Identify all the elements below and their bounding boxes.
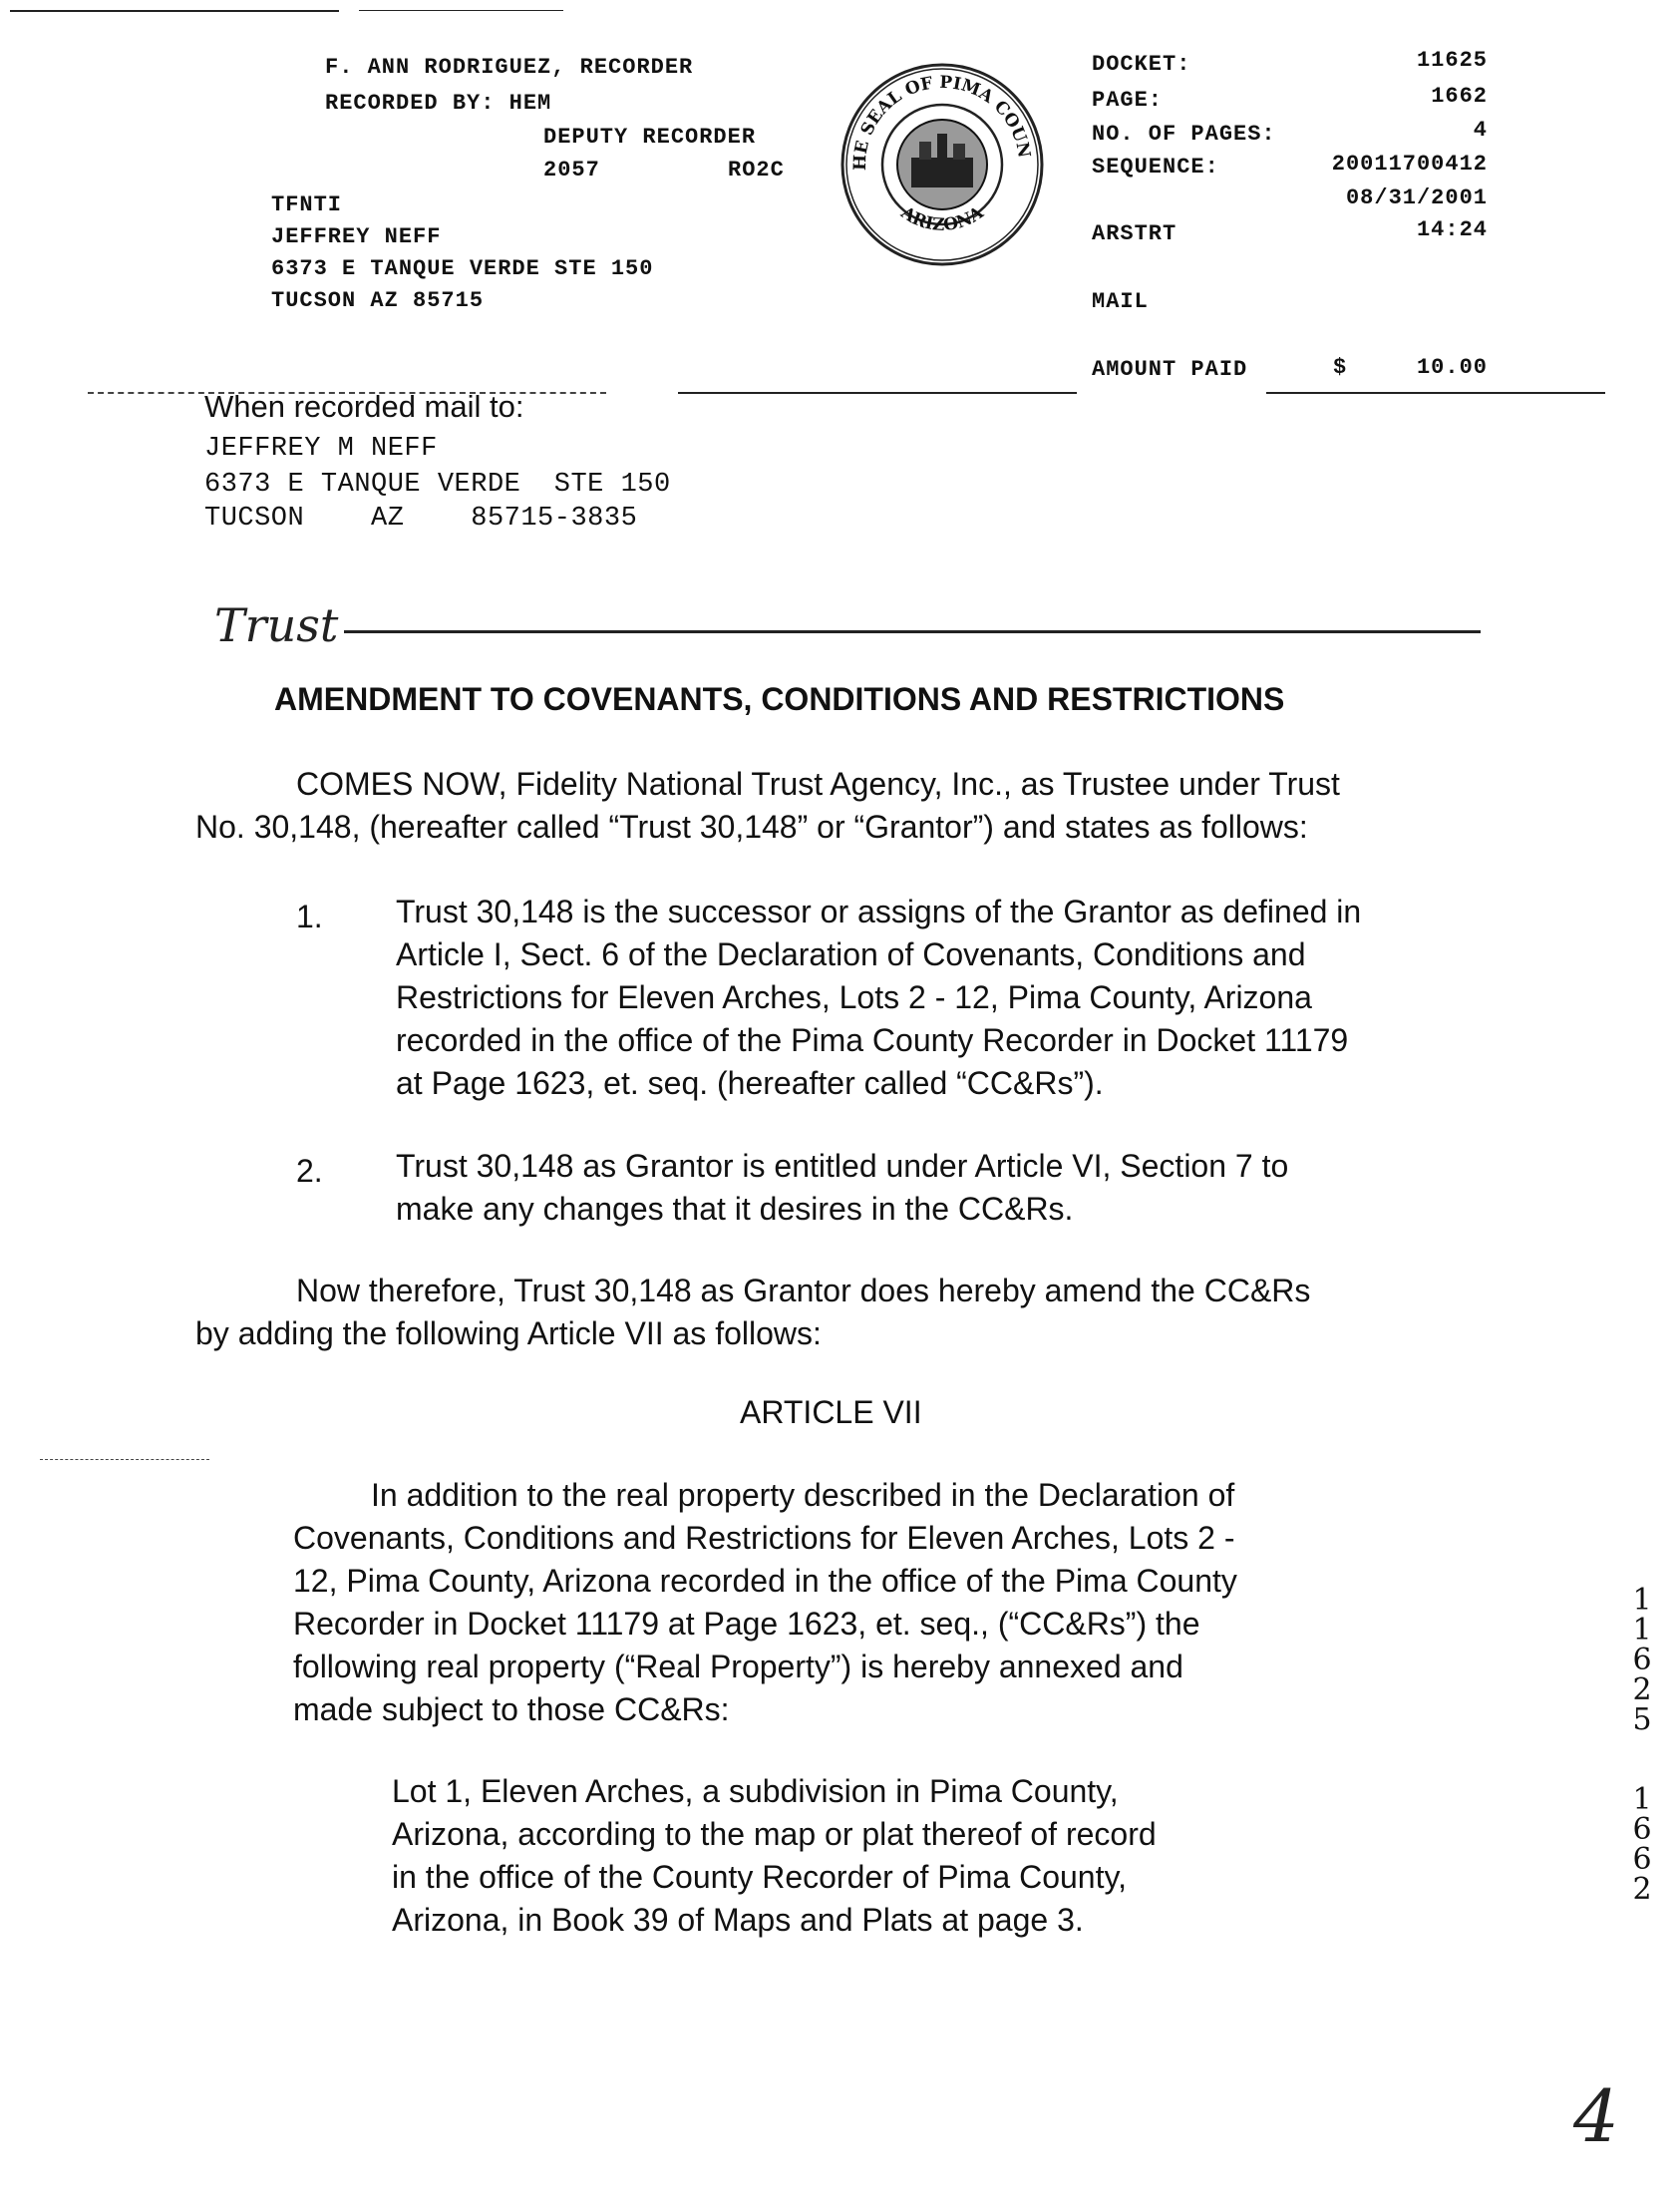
mail-to-address-line2: TUCSON AZ 85715-3835 <box>204 504 638 534</box>
recorder-company: TFNTI <box>271 192 343 217</box>
page-marker: 4 <box>1573 2074 1619 2158</box>
margin-docket-digit: 6 <box>1632 1643 1652 1677</box>
record-type: ARSTRT <box>1092 221 1177 246</box>
recorder-code-number: 2057 <box>543 158 600 183</box>
margin-docket-digit: 2 <box>1632 1672 1652 1707</box>
item-1-text <box>396 891 1361 1105</box>
pages-label: NO. OF PAGES: <box>1092 122 1276 147</box>
article-line: Recorder in Docket 11179 at Page 1623, et. seq., (“CC&Rs”) the <box>293 1606 1200 1642</box>
handwritten-note: Trust <box>214 598 339 652</box>
recorded-time: 14:24 <box>1416 217 1488 242</box>
seal-text-bottom: ARIZONA <box>896 202 988 236</box>
seal-text-top: HE SEAL OF PIMA COUN <box>849 72 1034 172</box>
legal-description <box>392 1770 1157 1942</box>
recorder-contact: JEFFREY NEFF <box>271 224 442 249</box>
item-2-text <box>396 1145 1288 1231</box>
margin-page-stamp <box>1627 1782 1657 1907</box>
page-label: PAGE: <box>1092 88 1164 113</box>
item-1-line: recorded in the office of the Pima County Recorder in Docket 11179 <box>396 1022 1349 1058</box>
docket-label: DOCKET: <box>1092 52 1191 77</box>
legal-line: Arizona, according to the map or plat thereof of record <box>392 1816 1157 1852</box>
legal-line: in the office of the County Recorder of Pima County, <box>392 1859 1127 1895</box>
recorder-address-line1: 6373 E TANQUE VERDE STE 150 <box>271 256 654 281</box>
sequence-value: 20011700412 <box>1331 152 1488 177</box>
margin-docket-digit: 5 <box>1632 1702 1652 1737</box>
county-seal <box>838 60 1047 269</box>
item-2-line: Trust 30,148 as Grantor is entitled under Article VI, Section 7 to <box>396 1148 1289 1184</box>
sequence-label: SEQUENCE: <box>1092 155 1219 180</box>
item-1-line: at Page 1623, et. seq. (hereafter called “CC&Rs”). <box>396 1065 1104 1101</box>
mail-to-title: When recorded mail to: <box>204 389 524 424</box>
page-value: 1662 <box>1431 84 1488 109</box>
item-2-number: 2. <box>296 1153 323 1189</box>
handwritten-rule <box>344 630 1481 633</box>
intro-line-1: COMES NOW, Fidelity National Trust Agency, Inc., as Trustee under Trust <box>296 766 1340 802</box>
document-title: AMENDMENT TO COVENANTS, CONDITIONS AND RESTRICTIONS <box>274 681 1285 717</box>
legal-line: Arizona, in Book 39 of Maps and Plats at page 3. <box>392 1902 1084 1938</box>
recorder-name: F. ANN RODRIGUEZ, RECORDER <box>325 55 694 80</box>
mail-to-address-line1: 6373 E TANQUE VERDE STE 150 <box>204 470 671 500</box>
item-1-number: 1. <box>296 899 323 934</box>
top-scan-line <box>10 10 339 12</box>
legal-line: Lot 1, Eleven Arches, a subdivision in Pima County, <box>392 1773 1119 1809</box>
left-scan-mark <box>40 1459 209 1460</box>
margin-docket-digit: 1 <box>1632 1583 1652 1618</box>
item-1-line: Restrictions for Eleven Arches, Lots 2 - 12, Pima County, Arizona <box>396 979 1312 1015</box>
article-line: 12, Pima County, Arizona recorded in the office of the Pima County <box>293 1563 1237 1599</box>
docket-value: 11625 <box>1416 48 1488 73</box>
recorded-by: RECORDED BY: HEM <box>325 91 552 116</box>
now-therefore-line-1: Now therefore, Trust 30,148 as Grantor does hereby amend the CC&Rs <box>296 1273 1311 1308</box>
amount-currency: $ <box>1333 355 1348 380</box>
item-1-line: Article I, Sect. 6 of the Declaration of Covenants, Conditions and <box>396 936 1306 972</box>
header-separator-right <box>1266 392 1605 394</box>
margin-docket-stamp <box>1627 1583 1657 1737</box>
article-paragraph <box>293 1474 1237 1731</box>
margin-page-digit: 1 <box>1632 1782 1652 1817</box>
margin-page-digit: 6 <box>1632 1842 1652 1877</box>
article-line: made subject to those CC&Rs: <box>293 1691 730 1727</box>
article-line: In addition to the real property described in the Declaration of <box>371 1477 1235 1513</box>
mail-to-name: JEFFREY M NEFF <box>204 434 438 464</box>
deputy-recorder: DEPUTY RECORDER <box>543 125 757 150</box>
margin-page-digit: 2 <box>1632 1872 1652 1907</box>
amount-value: 10.00 <box>1416 355 1488 380</box>
header-separator-mid <box>678 392 1077 394</box>
article-line: Covenants, Conditions and Restrictions for Eleven Arches, Lots 2 - <box>293 1520 1235 1556</box>
margin-page-digit: 6 <box>1632 1812 1652 1847</box>
article-line: following real property (“Real Property”) is hereby annexed and <box>293 1649 1183 1684</box>
top-scan-line-2 <box>359 10 563 11</box>
margin-docket-digit: 1 <box>1632 1613 1652 1648</box>
delivery-method: MAIL <box>1092 289 1149 314</box>
item-2-line: make any changes that it desires in the CC&Rs. <box>396 1191 1074 1227</box>
intro-line-2: No. 30,148, (hereafter called “Trust 30,148” or “Grantor”) and states as follows: <box>195 809 1308 845</box>
county-seal-graphic <box>838 60 1047 269</box>
pages-value: 4 <box>1473 118 1488 143</box>
now-therefore-line-2: by adding the following Article VII as follows: <box>195 1315 822 1351</box>
recorder-address-line2: TUCSON AZ 85715 <box>271 288 485 313</box>
recorded-date: 08/31/2001 <box>1345 185 1488 210</box>
article-heading: ARTICLE VII <box>740 1394 922 1430</box>
amount-label: AMOUNT PAID <box>1092 357 1248 382</box>
recorder-code: RO2C <box>728 158 785 183</box>
item-1-line: Trust 30,148 is the successor or assigns of the Grantor as defined in <box>396 894 1362 929</box>
